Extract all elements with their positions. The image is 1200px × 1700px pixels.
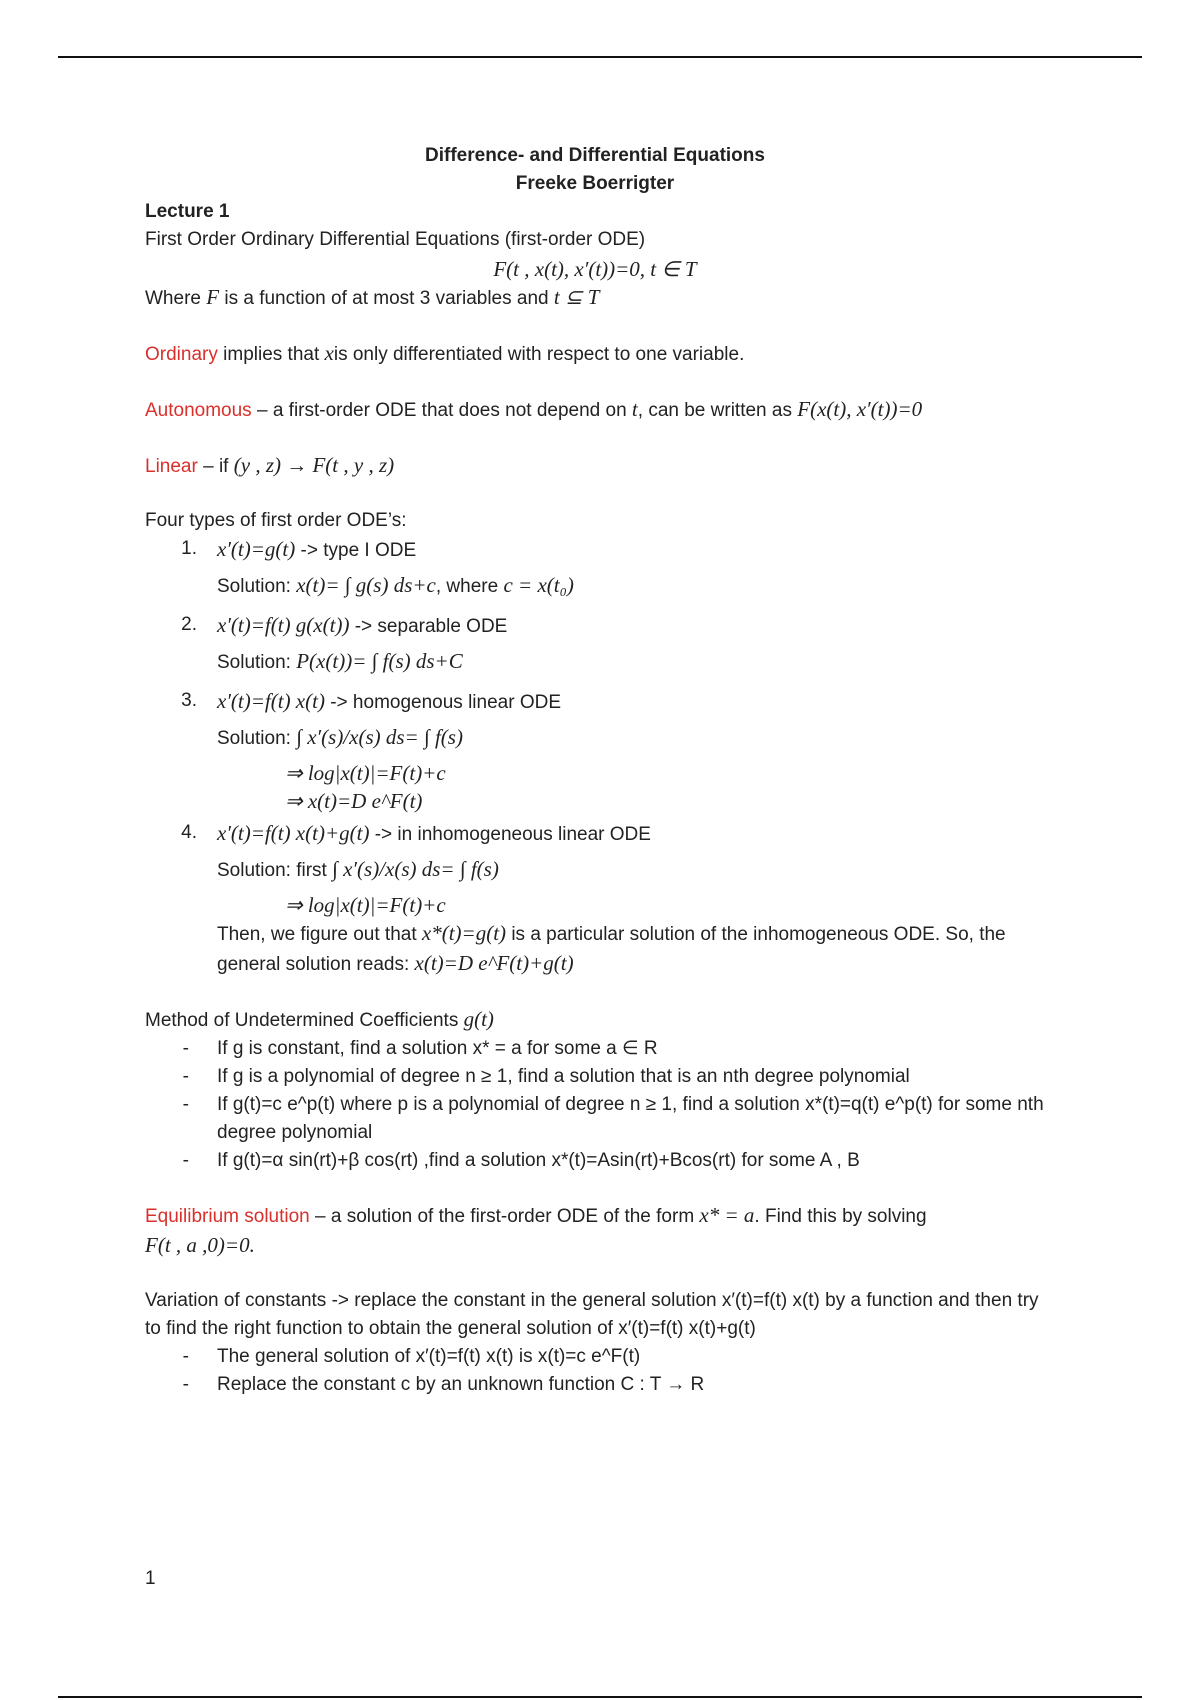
undetermined-heading: Method of Undetermined Coefficients g(t)	[145, 1007, 494, 1031]
variation-text: Variation of constants -> replace the constant in the general solution x′(t)=f(t) x(t) by a function and then try to find the right function to obtain the general solution of x′(t)=f(t) x(t)+g(t)	[145, 1290, 1039, 1339]
list-item: - If g is constant, find a solution x* = a for some a ∈ R	[182, 1038, 658, 1059]
list-item: - Replace the constant c by an unknown function C : T → R	[182, 1374, 705, 1395]
implies-line: ⇒ log|x(t)|=F(t)+c	[285, 761, 446, 785]
equilibrium-term: Equilibrium solution	[145, 1206, 310, 1227]
list-item: - The general solution of x′(t)=f(t) x(t) is x(t)=c e^F(t)	[182, 1346, 641, 1367]
equilibrium-definition: Equilibrium solution – a solution of the first-order ODE of the form x* = a. Find this by solving F(t , a ,0)=0.	[145, 1203, 927, 1257]
bottom-rule	[58, 1696, 1142, 1698]
list-item: 1. x′(t)=g(t) -> type I ODE	[181, 537, 417, 561]
implies-line: ⇒ log|x(t)|=F(t)+c	[285, 893, 446, 917]
solution-2: Solution: P(x(t))= ∫ f(s) ds+C	[217, 649, 463, 673]
four-types-heading: Four types of first order ODE’s:	[145, 510, 407, 531]
ode-types-list	[145, 535, 1045, 979]
implies-line: ⇒ x(t)=D e^F(t)	[285, 789, 423, 813]
list-item: 2. x′(t)=f(t) g(x(t)) -> separable ODE	[181, 613, 508, 637]
intro-heading: First Order Ordinary Differential Equations (first-order ODE)	[145, 229, 646, 250]
solution-3: Solution: ∫ x′(s)/x(s) ds= ∫ f(s)	[217, 725, 463, 749]
document-author: Freeke Boerrigter	[515, 173, 675, 194]
variation-list	[145, 1343, 1045, 1399]
document-title: Difference- and Differential Equations	[425, 145, 765, 166]
particular-solution-text: Then, we figure out that x*(t)=g(t) is a particular solution of the inhomogeneous ODE. So, the general solution reads: x(t)=D e^F(t)+g(t)	[217, 921, 1006, 975]
list-item: - If g(t)=c e^p(t) where p is a polynomial of degree n ≥ 1, find a solution x*(t)=q(t) e^p(t) for some nth degree polynomial	[182, 1094, 1044, 1143]
intro-where: Where F is a function of at most 3 variables and t ⊆ T	[145, 285, 600, 309]
list-item: - If g is a polynomial of degree n ≥ 1, find a solution that is an nth degree polynomial	[182, 1066, 910, 1087]
list-item: 4. x′(t)=f(t) x(t)+g(t) -> in inhomogeneous linear ODE	[181, 821, 651, 845]
page-number: 1	[145, 1568, 156, 1589]
ordinary-term: Ordinary	[145, 344, 218, 365]
ode-equation: F(t , x(t), x′(t))=0, t ∈ T	[493, 257, 697, 281]
document-page	[145, 142, 1045, 1399]
linear-definition: Linear – if (y , z) → F(t , y , z)	[145, 453, 395, 477]
autonomous-term: Autonomous	[145, 400, 252, 421]
autonomous-definition: Autonomous – a first-order ODE that does not depend on t, can be written as F(x(t), x′(t))=0	[145, 397, 923, 421]
linear-term: Linear	[145, 456, 198, 477]
ordinary-definition: Ordinary implies that xis only differentiated with respect to one variable.	[145, 341, 745, 365]
undetermined-list	[145, 1035, 1045, 1175]
solution-1: Solution: x(t)= ∫ g(s) ds+c, where c = x(t₀)	[217, 573, 574, 597]
top-rule	[58, 56, 1142, 58]
list-item: 3. x′(t)=f(t) x(t) -> homogenous linear ODE	[181, 689, 561, 713]
lecture-heading: Lecture 1	[145, 201, 230, 222]
solution-4: Solution: first ∫ x′(s)/x(s) ds= ∫ f(s)	[217, 857, 499, 881]
list-item: - If g(t)=α sin(rt)+β cos(rt) ,find a solution x*(t)=Asin(rt)+Bcos(rt) for some A , B	[182, 1150, 860, 1171]
